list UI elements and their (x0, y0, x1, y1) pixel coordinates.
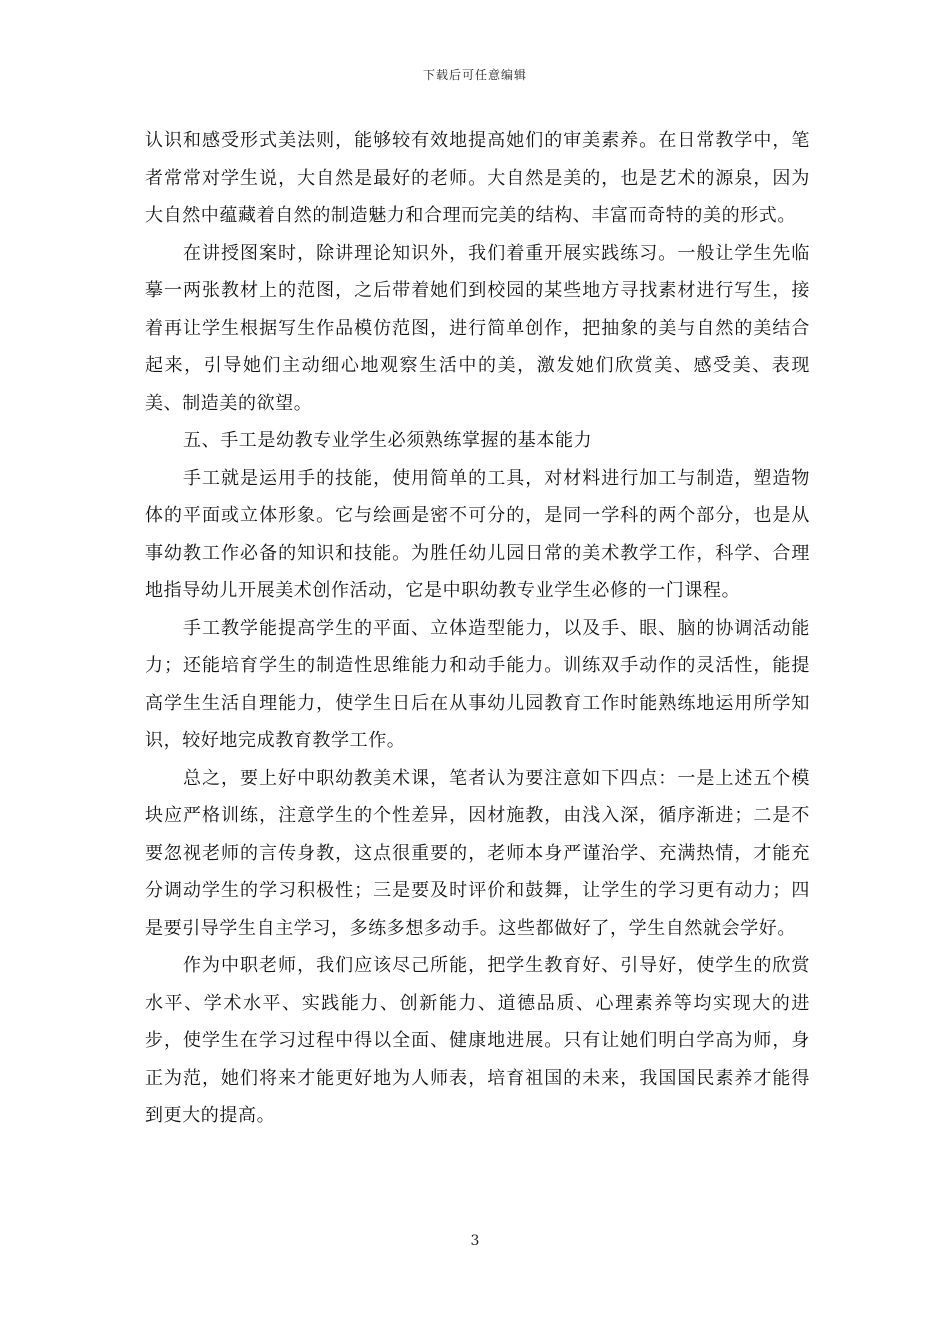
paragraph-teacher-role: 作为中职老师，我们应该尽己所能，把学生教育好、引导好，使学生的欣赏水平、学术水平、实践能力、创新能力、道德品质、心理素养等均实现大的进步，使学生在学习过程中得以全面、健康地进展。只有让她们明白学高为师，身正为范，她们将来才能更好地为人师表，培育祖国的未来，我国国民素养才能得到更大的提高。 (145, 955, 810, 1126)
document-body (145, 122, 810, 1135)
paragraph-conclusion: 总之，要上好中职幼教美术课，笔者认为要注意如下四点：一是上述五个模块应严格训练，注意学生的个性差异，因材施教，由浅入深，循序渐进；二是不要忽视老师的言传身教，这点很重要的，老师本身严谨治学、充满热情，才能充分调动学生的学习积极性；三是要及时评价和鼓舞，让学生的学习更有动力；四是要引导学生自主学习，多练多想多动手。这些都做好了，学生自然就会学好。 (145, 767, 810, 939)
page-number: 3 (470, 1233, 480, 1249)
page-header: 下载后可任意编辑 (422, 68, 527, 82)
section-heading-handcraft: 五、手工是幼教专业学生必须熟练掌握的基本能力 (183, 430, 593, 451)
paragraph-handcraft-benefits: 手工教学能提高学生的平面、立体造型能力，以及手、眼、脑的协调活动能力；还能培育学生的制造性思维能力和动手能力。训练双手动作的灵活性，能提高学生生活自理能力，使学生日后在从事幼儿园教育工作时能熟练地运用所学知识，较好地完成教育教学工作。 (145, 617, 810, 751)
paragraph-handcraft-definition: 手工就是运用手的技能，使用简单的工具，对材料进行加工与制造，塑造物体的平面或立体形象。它与绘画是密不可分的，是同一学科的两个部分，也是从事幼教工作必备的知识和技能。为胜任幼儿园日常的美术教学工作，科学、合理地指导幼儿开展美术创作活动，它是中职幼教专业学生必修的一门课程。 (145, 467, 810, 601)
paragraph-continuation: 认识和感受形式美法则，能够较有效地提高她们的审美素养。在日常教学中，笔者常常对学生说，大自然是最好的老师。大自然是美的，也是艺术的源泉，因为大自然中蕴藏着自然的制造魅力和合理而完美的结构、丰富而奇特的美的形式。 (145, 130, 810, 226)
paragraph-pattern-teaching: 在讲授图案时，除讲理论知识外，我们着重开展实践练习。一般让学生先临摹一两张教材上的范图，之后带着她们到校园的某些地方寻找素材进行写生，接着再让学生根据写生作品模仿范图，进行简单创作，把抽象的美与自然的美结合起来，引导她们主动细心地观察生活中的美，激发她们欣赏美、感受美、表现美、制造美的欲望。 (145, 242, 810, 414)
